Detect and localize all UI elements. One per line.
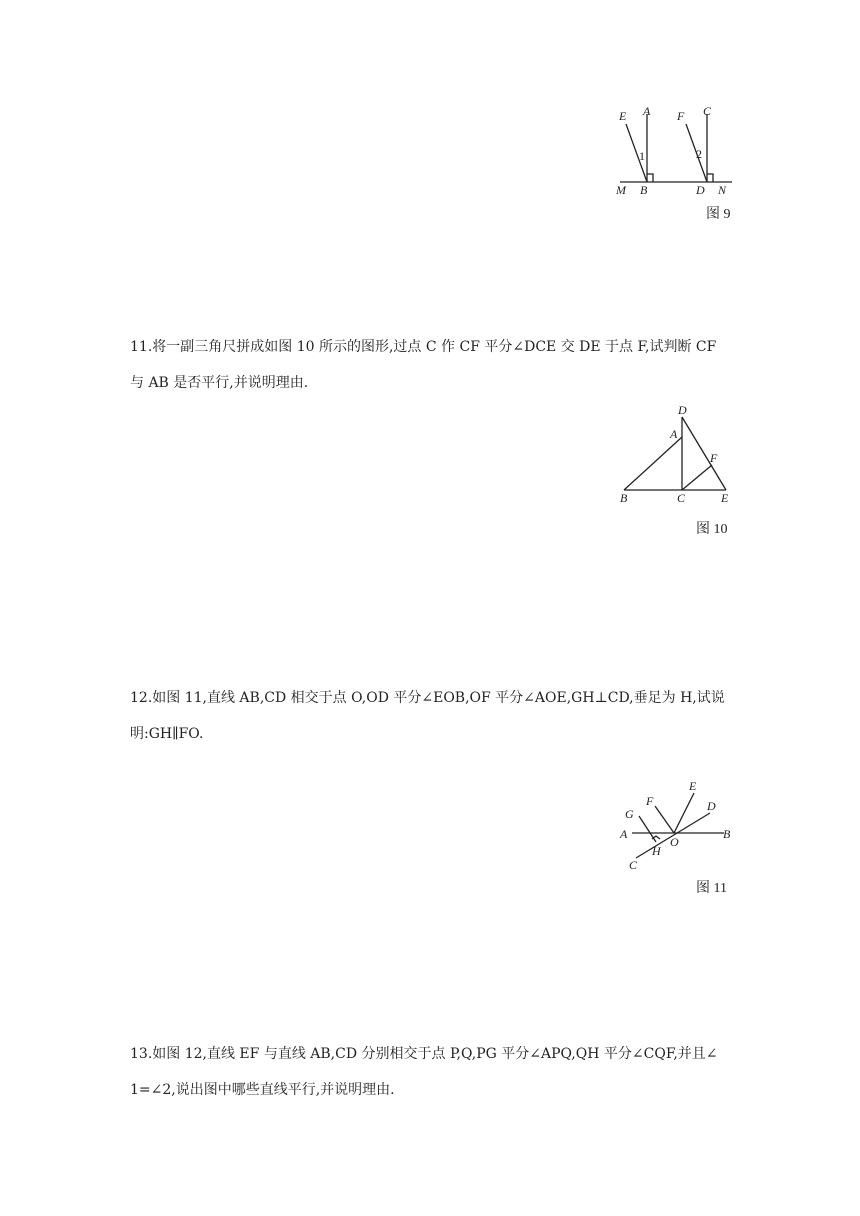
label-F: F <box>677 109 685 123</box>
label-F: F <box>710 451 718 465</box>
label-A: A <box>620 827 628 841</box>
question-12-line-1: 12.如图 11,直线 AB,CD 相交于点 O,OD 平分∠EOB,OF 平分∠AOE,GH⊥CD,垂足为 H,试说 <box>130 690 725 706</box>
label-A: A <box>643 104 651 118</box>
label-angle-1: 1 <box>639 149 645 163</box>
question-11-line-2: 与 AB 是否平行,并说明理由. <box>130 375 309 391</box>
figure-11-caption: 图 11 <box>696 881 727 896</box>
label-N: N <box>718 183 727 197</box>
label-E: E <box>689 779 697 793</box>
question-12 <box>130 680 730 752</box>
label-E: E <box>619 109 627 123</box>
question-11-line-1: 11.将一副三角尺拼成如图 10 所示的图形,过点 C 作 CF 平分∠DCE 交 DE 于点 F,试判断 CF <box>130 339 717 355</box>
label-angle-2: 2 <box>696 147 702 161</box>
label-B: B <box>620 491 628 505</box>
label-A: A <box>670 427 678 441</box>
label-D: D <box>707 799 716 813</box>
label-M: M <box>616 183 626 197</box>
question-13 <box>130 1036 730 1108</box>
label-G: G <box>625 807 634 821</box>
label-D: D <box>678 403 687 417</box>
label-C: C <box>703 104 712 118</box>
label-C: C <box>677 491 686 505</box>
label-E: E <box>721 491 729 505</box>
question-13-line-2: 1=∠2,说出图中哪些直线平行,并说明理由. <box>130 1082 395 1098</box>
figure-9-caption: 图 9 <box>706 207 731 222</box>
question-12-line-2: 明:GH∥FO. <box>130 726 204 742</box>
question-13-line-1: 13.如图 12,直线 EF 与直线 AB,CD 分别相交于点 P,Q,PG 平分∠APQ,QH 平分∠CQF,并且∠ <box>130 1046 718 1062</box>
figure-9-diagram <box>612 100 742 200</box>
figure-10-caption: 图 10 <box>696 522 728 537</box>
label-O: O <box>670 835 679 849</box>
question-11 <box>130 329 730 401</box>
label-D: D <box>696 183 705 197</box>
label-C: C <box>629 858 638 872</box>
label-F: F <box>646 794 654 808</box>
label-B: B <box>723 827 731 841</box>
label-H: H <box>652 844 661 858</box>
figure-10-diagram <box>612 400 742 508</box>
figure-9 <box>612 100 742 200</box>
figure-11-diagram <box>612 776 742 876</box>
figure-10 <box>612 400 742 508</box>
label-B: B <box>640 183 648 197</box>
figure-11 <box>612 776 742 876</box>
